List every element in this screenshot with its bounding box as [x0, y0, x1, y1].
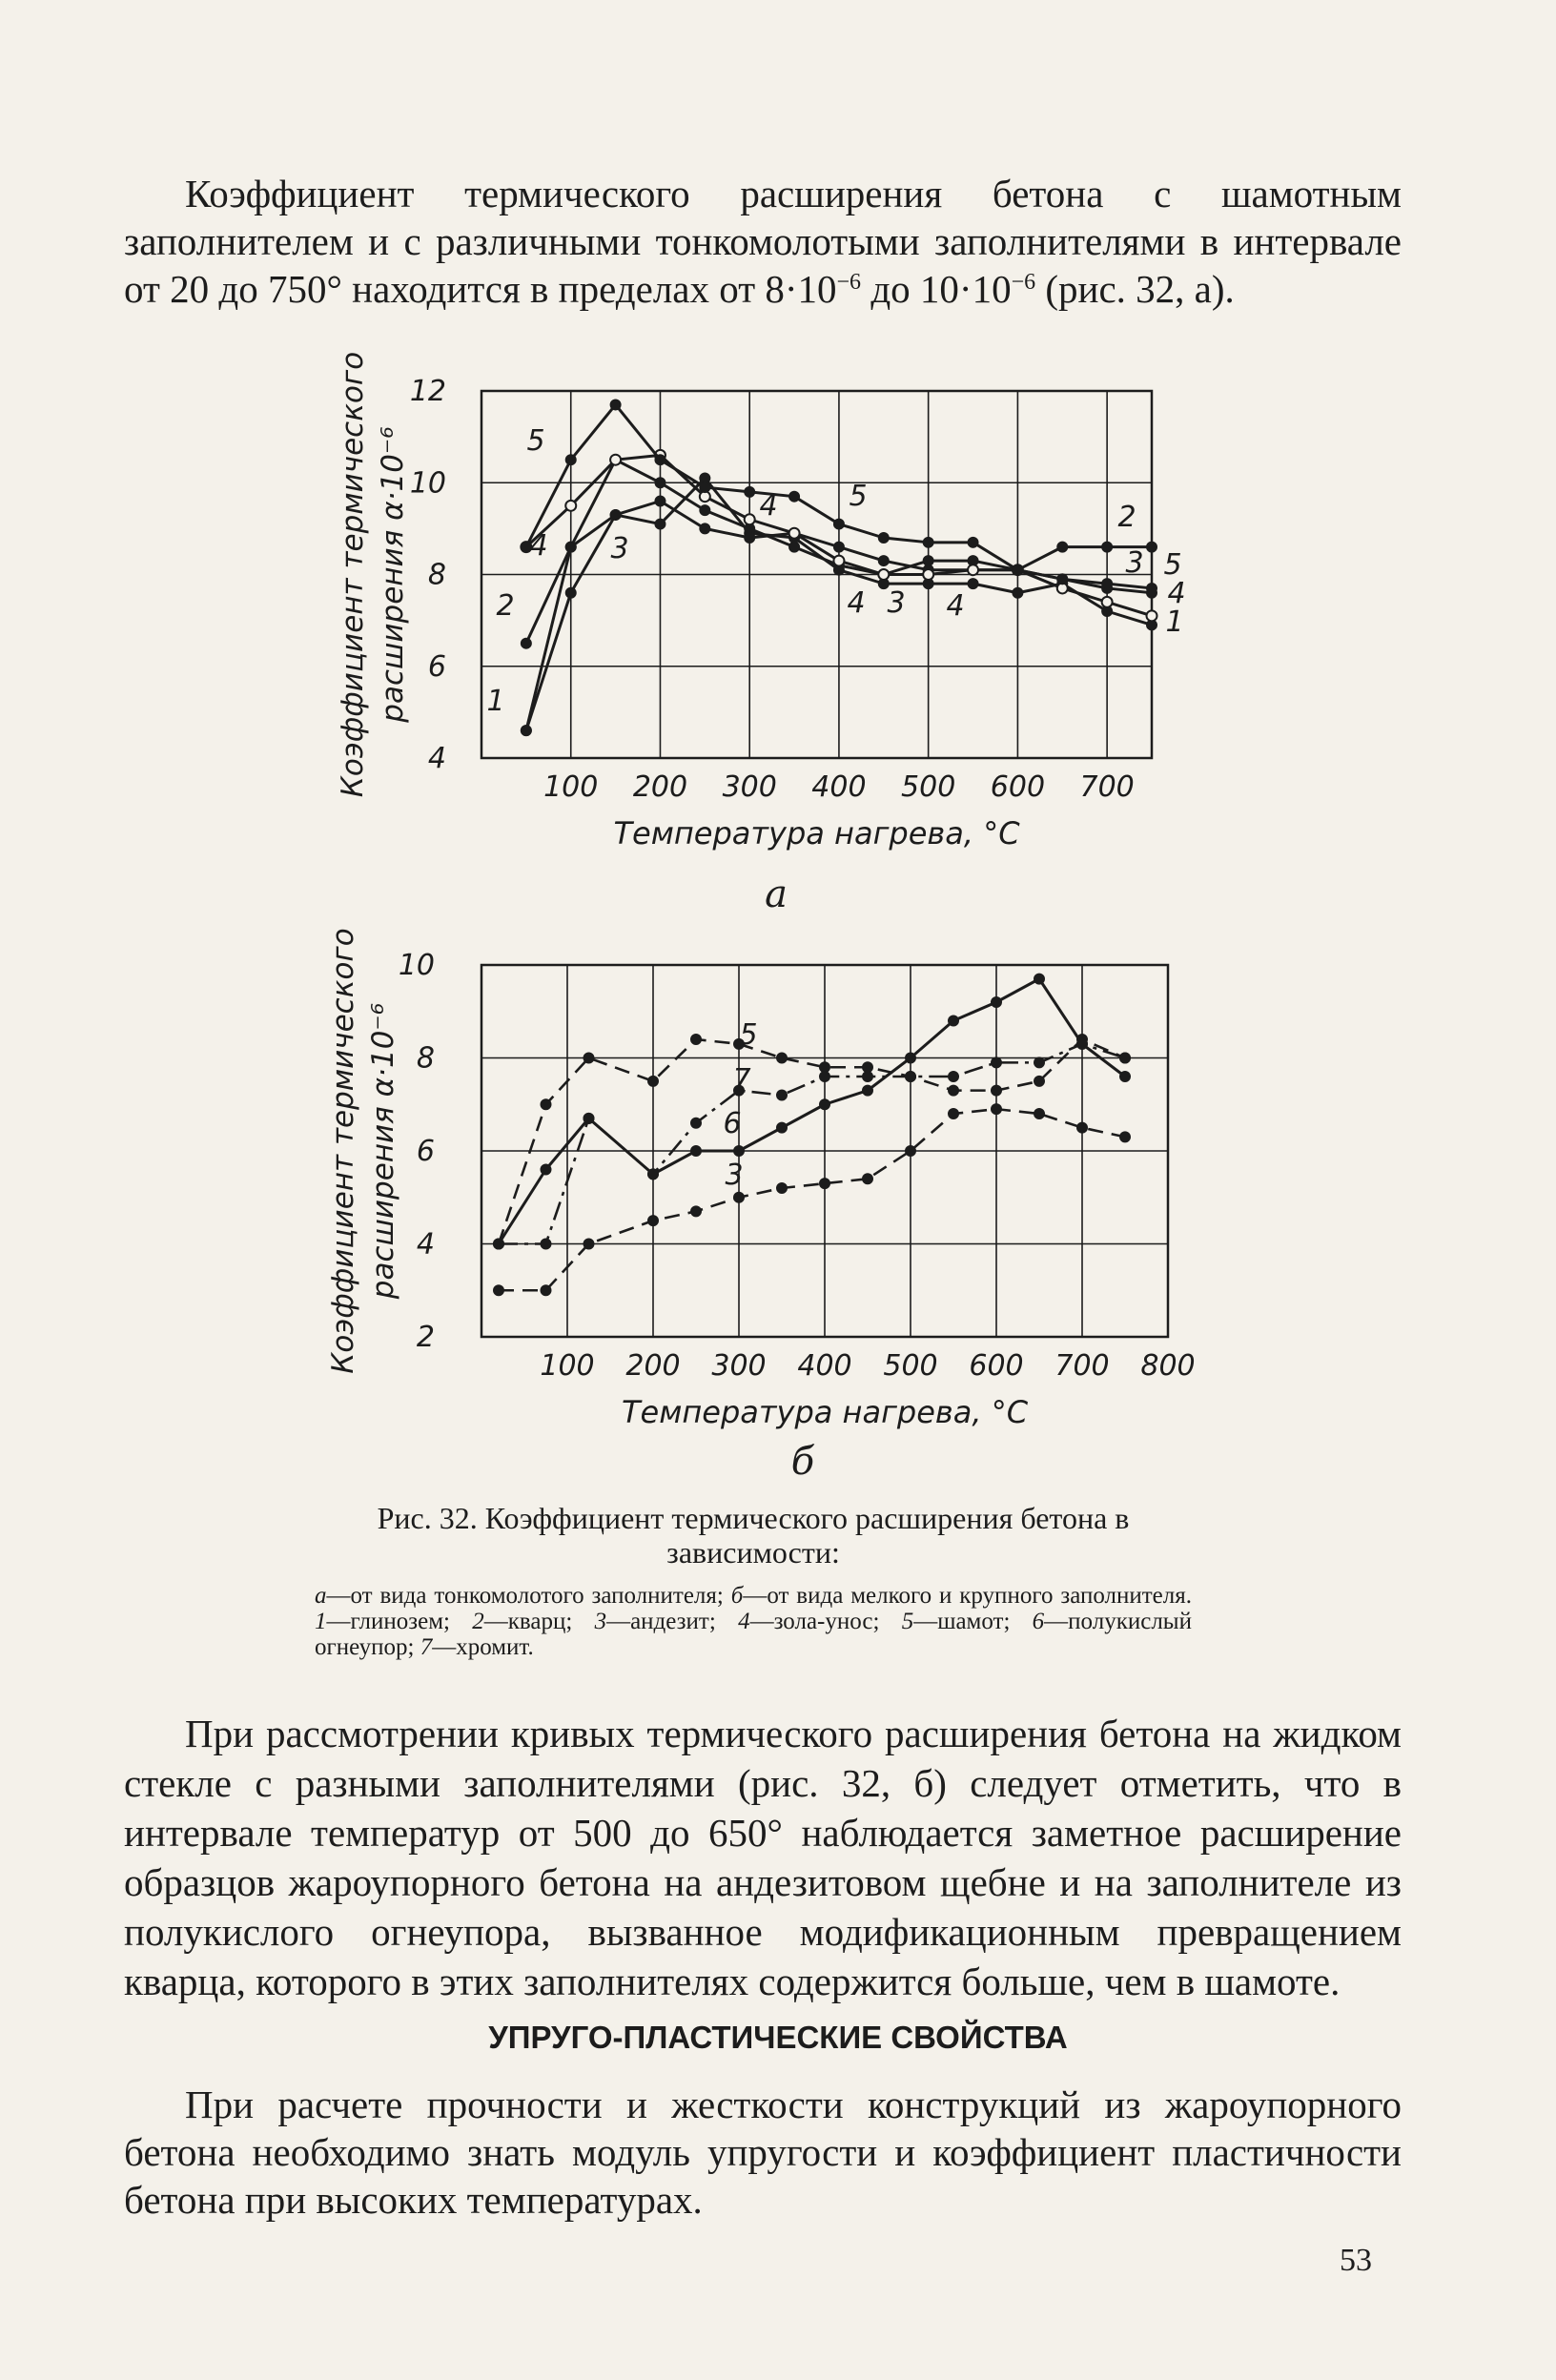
data-point-6 [863, 1085, 873, 1096]
data-point-3 [992, 1104, 1002, 1115]
data-point-7 [906, 1072, 916, 1082]
legend-text: —зола-унос; [749, 1609, 902, 1634]
y-tick-label: 6 [427, 649, 446, 684]
panel-letter-b: б [790, 1440, 815, 1484]
data-point-6 [906, 1053, 916, 1063]
legend-text: —глинозем; [326, 1609, 473, 1634]
data-point-4 [745, 514, 755, 524]
data-point-3 [584, 1239, 594, 1249]
data-point-3 [541, 1285, 551, 1296]
curve-label: 1 [486, 685, 505, 718]
data-point-5 [949, 1085, 959, 1096]
data-point-4 [789, 528, 800, 539]
data-point-3 [648, 1216, 659, 1226]
paragraph-top-text3: (рис. 32, а). [1035, 267, 1235, 311]
page-number: 53 [1340, 2243, 1372, 2278]
x-tick-label: 800 [1140, 1349, 1196, 1383]
data-point-5 [565, 455, 576, 465]
x-tick-label: 700 [1054, 1349, 1110, 1383]
curve-label: 3 [1125, 546, 1144, 580]
data-point-7 [648, 1169, 659, 1180]
legend-a-text: —от вида тонкомолотого заполнителя; [326, 1583, 731, 1609]
data-point-5 [878, 533, 889, 544]
legend-text: —полукислый огнеупор; [315, 1609, 1192, 1660]
data-point-6 [691, 1146, 702, 1157]
data-point-2 [833, 542, 844, 552]
data-point-4 [1147, 610, 1157, 621]
paragraph-top-text1: Коэффициент термического расширения бетона с шамотным заполнителем и с различными тонкомолотыми заполнителями в интервале от 20 до 750° находится в пределах от 8·10 [124, 172, 1402, 311]
data-point-5 [1147, 583, 1157, 593]
y-tick-label: 10 [398, 949, 435, 982]
paragraph-top-text2: до 10·10 [861, 267, 1012, 311]
x-tick-label: 300 [722, 770, 777, 804]
x-axis-title: Температура нагрева, °С [621, 1394, 1029, 1430]
data-point-3 [949, 1109, 959, 1119]
data-point-7 [584, 1113, 594, 1123]
y-tick-label: 6 [416, 1135, 435, 1168]
data-point-6 [992, 997, 1002, 1008]
data-point-3 [655, 478, 665, 488]
y-axis-title-line1: Коэффициент термического [336, 351, 370, 798]
data-point-2 [878, 556, 889, 566]
data-point-7 [992, 1057, 1002, 1068]
x-tick-label: 200 [625, 1349, 681, 1383]
data-point-3 [1034, 1109, 1045, 1119]
legend-b: б [730, 1583, 744, 1609]
paragraph-end-text: При расчете прочности и жесткости конструкций из жароупорного бетона необходимо знать модуль упругости и коэффициент пластичности бетона при высоких температурах. [124, 2082, 1402, 2222]
data-point-6 [949, 1016, 959, 1026]
data-point-2 [655, 496, 665, 506]
data-point-6 [1034, 974, 1045, 984]
data-point-7 [863, 1072, 873, 1082]
data-point-5 [789, 491, 800, 502]
data-point-3 [863, 1174, 873, 1184]
paragraph-mid [124, 1709, 1402, 2006]
legend-a: а [315, 1583, 327, 1609]
data-point-5 [610, 400, 621, 410]
x-tick-label: 200 [632, 770, 688, 804]
y-tick-label: 4 [416, 1227, 435, 1262]
paragraph-mid-text: При рассмотрении кривых термического расширения бетона на жидком стекле с разными заполнителями (рис. 32, б) следует отметить, что в интервале температур от 500 до 650° наблюдается заметное расширение образцов жароупорного бетона на андезитовом щебне и на заполнителе из полукислого огнеупора, вызванное модификационным превращением кварца, которого в этих заполнителях содержится больше, чем в шамоте. [124, 1712, 1402, 2003]
curve-label: 5 [849, 480, 868, 513]
legend-num: 1 [315, 1609, 327, 1634]
data-point-3 [789, 542, 800, 552]
data-point-6 [541, 1164, 551, 1175]
data-point-5 [1102, 579, 1113, 589]
curve-label: 5 [526, 424, 545, 458]
data-point-7 [1120, 1053, 1131, 1063]
data-point-5 [700, 482, 710, 493]
curve-label: 5 [739, 1018, 758, 1052]
section-heading: УПРУГО-ПЛАСТИЧЕСКИЕ СВОЙСТВА [488, 2020, 1068, 2055]
curve-label: 5 [1163, 548, 1182, 582]
x-tick-label: 600 [969, 1349, 1024, 1383]
figure-legend [315, 1583, 1192, 1660]
data-point-7 [820, 1072, 830, 1082]
x-tick-label: 400 [811, 770, 867, 804]
data-point-5 [1057, 574, 1068, 585]
curve-label: 1 [1165, 605, 1184, 639]
data-point-2 [610, 509, 621, 520]
data-point-3 [777, 1183, 788, 1194]
data-point-4 [565, 501, 576, 511]
data-point-5 [541, 1099, 551, 1110]
chart-panel-b [326, 928, 1196, 1430]
x-tick-label: 500 [883, 1349, 938, 1383]
data-point-2 [521, 638, 531, 648]
curve-label: 4 [759, 489, 778, 523]
series-line-6 [499, 979, 1125, 1244]
data-point-1 [565, 587, 576, 598]
exponent: −6 [1011, 270, 1036, 295]
curve-label: 2 [496, 589, 515, 623]
curve-label: 4 [529, 529, 548, 563]
legend-text: —кварц; [483, 1609, 595, 1634]
legend-num: 2 [472, 1609, 484, 1634]
curve-label: 6 [723, 1107, 742, 1140]
data-point-3 [906, 1146, 916, 1157]
data-point-7 [691, 1118, 702, 1128]
data-point-3 [820, 1179, 830, 1189]
data-point-4 [968, 564, 978, 575]
data-point-4 [923, 569, 933, 580]
data-point-5 [777, 1053, 788, 1063]
data-point-2 [1147, 542, 1157, 552]
data-point-3 [521, 726, 531, 736]
legend-text: —шамот; [913, 1609, 1033, 1634]
data-point-5 [923, 537, 933, 547]
series-line-7 [499, 1044, 1125, 1244]
data-point-1 [968, 579, 978, 589]
legend-num: 3 [594, 1609, 607, 1634]
data-point-3 [923, 556, 933, 566]
curve-label: 4 [847, 586, 866, 620]
data-point-7 [777, 1090, 788, 1100]
data-point-4 [1102, 597, 1113, 607]
data-point-1 [655, 519, 665, 529]
y-axis-title-line1: Коэффициент термического [326, 928, 360, 1374]
data-point-5 [1013, 564, 1023, 575]
curve-label: 7 [732, 1063, 751, 1097]
data-point-7 [1077, 1038, 1088, 1049]
x-tick-label: 400 [797, 1349, 852, 1383]
x-tick-label: 300 [711, 1349, 767, 1383]
curve-label: 3 [887, 586, 906, 620]
data-point-7 [541, 1239, 551, 1249]
y-tick-label: 8 [416, 1041, 435, 1076]
data-point-4 [878, 569, 889, 580]
legend-text: —хромит. [432, 1634, 534, 1660]
y-tick-label: 2 [416, 1321, 435, 1354]
figure-caption: Рис. 32. Коэффициент термического расширения бетона в зависимости: [377, 1501, 1130, 1570]
x-axis-title: Температура нагрева, °С [613, 815, 1020, 851]
series-line-3 [499, 1109, 1125, 1290]
curve-label: 4 [946, 589, 965, 623]
x-tick-label: 600 [990, 770, 1046, 804]
data-point-2 [700, 523, 710, 534]
legend-num: 4 [738, 1609, 750, 1634]
y-tick-label: 8 [427, 558, 446, 592]
data-point-5 [833, 519, 844, 529]
data-point-3 [691, 1206, 702, 1217]
data-point-1 [1013, 587, 1023, 598]
x-tick-label: 100 [540, 1349, 595, 1383]
chart-panel-a [336, 352, 1186, 851]
data-point-3 [494, 1285, 504, 1296]
data-point-6 [777, 1122, 788, 1133]
curve-label: 3 [610, 532, 629, 565]
x-tick-label: 500 [901, 770, 956, 804]
panel-letter-a: а [765, 872, 788, 916]
data-point-3 [565, 542, 576, 552]
data-point-5 [655, 455, 665, 465]
data-point-2 [1102, 542, 1113, 552]
curve-label: 3 [725, 1159, 744, 1192]
x-tick-label: 100 [543, 770, 599, 804]
data-point-7 [949, 1072, 959, 1082]
data-point-6 [820, 1099, 830, 1110]
legend-text: —андезит; [606, 1609, 739, 1634]
data-point-5 [968, 537, 978, 547]
data-point-5 [584, 1053, 594, 1063]
y-axis-title-line2: расширения α·10⁻⁶ [376, 426, 410, 723]
y-axis-title-line2: расширения α·10⁻⁶ [366, 1002, 400, 1300]
exponent: −6 [836, 270, 862, 295]
legend-b-text: —от вида мелкого и крупного заполнителя. [743, 1583, 1193, 1609]
curve-label: 4 [1167, 577, 1186, 610]
paragraph-end [124, 2081, 1402, 2224]
data-point-4 [610, 455, 621, 465]
data-point-5 [745, 486, 755, 497]
data-point-5 [648, 1076, 659, 1086]
data-point-7 [494, 1239, 504, 1249]
data-point-3 [700, 505, 710, 516]
data-point-5 [691, 1035, 702, 1045]
x-tick-label: 700 [1079, 770, 1135, 804]
data-point-2 [1057, 542, 1068, 552]
legend-num: 7 [420, 1634, 433, 1660]
legend-num: 5 [901, 1609, 914, 1634]
data-point-5 [992, 1085, 1002, 1096]
y-tick-label: 10 [409, 466, 446, 501]
data-point-5 [1034, 1076, 1045, 1086]
data-point-3 [734, 1192, 745, 1202]
data-point-6 [734, 1146, 745, 1157]
data-point-7 [1034, 1057, 1045, 1068]
legend-num: 6 [1032, 1609, 1045, 1634]
y-tick-label: 4 [427, 742, 446, 775]
data-point-6 [1120, 1072, 1131, 1082]
data-point-4 [833, 556, 844, 566]
y-tick-label: 12 [409, 375, 446, 408]
curve-label: 2 [1117, 501, 1136, 534]
data-point-3 [1120, 1132, 1131, 1142]
data-point-3 [1077, 1122, 1088, 1133]
series-line-5 [499, 1039, 1125, 1244]
